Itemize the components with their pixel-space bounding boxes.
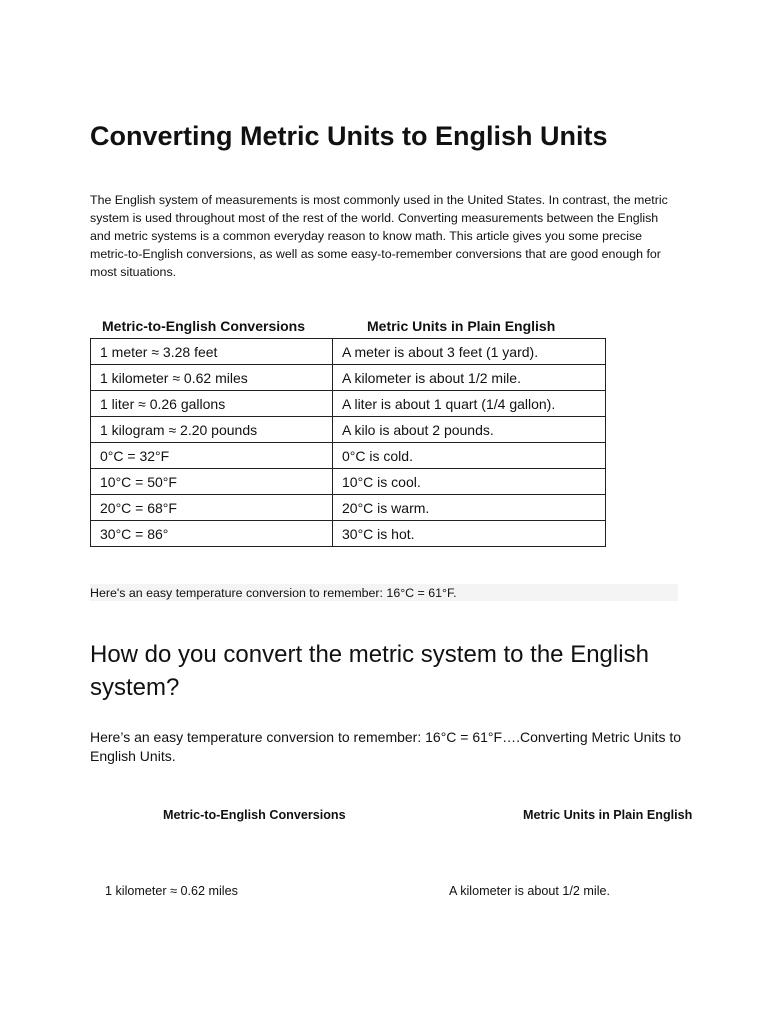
second-table-conversion-cell: 1 kilometer ≈ 0.62 miles (105, 884, 238, 898)
conversion-cell: 0°C = 32°F (91, 443, 333, 469)
table-header-conversions: Metric-to-English Conversions (102, 318, 306, 334)
plain-english-cell: 20°C is warm. (333, 495, 606, 521)
table-header-plain-english: Metric Units in Plain English (367, 318, 556, 334)
conversion-cell: 1 meter ≈ 3.28 feet (91, 339, 333, 365)
table-row (91, 469, 606, 495)
table-row (91, 417, 606, 443)
second-table-header-conversions: Metric-to-English Conversions (163, 808, 346, 822)
table-row (91, 443, 606, 469)
page-title: Converting Metric Units to English Units (90, 121, 608, 151)
table-row (91, 339, 606, 365)
conversion-cell: 1 kilogram ≈ 2.20 pounds (91, 417, 333, 443)
conversion-cell: 30°C = 86° (91, 521, 333, 547)
answer-paragraph: Here’s an easy temperature conversion to remember: 16°C = 61°F….Converting Metric Units to English Units. (90, 729, 682, 764)
intro-paragraph: The English system of measurements is most commonly used in the United States. In contrast, the metric system is used throughout most of the rest of the world. Converting measurements between the English and metric systems is a common everyday reason to know math. This article gives you some precise metric-to-English conversions, as well as some easy-to-remember conversions that are good enough for most situations. (90, 193, 668, 279)
table-row (91, 521, 606, 547)
table-row (91, 391, 606, 417)
plain-english-cell: 10°C is cool. (333, 469, 606, 495)
table-row (91, 495, 606, 521)
second-table-header-plain-english: Metric Units in Plain English (523, 808, 693, 822)
plain-english-cell: A meter is about 3 feet (1 yard). (333, 339, 606, 365)
conversion-cell: 1 kilometer ≈ 0.62 miles (91, 365, 333, 391)
conversion-table (90, 338, 606, 547)
plain-english-cell: 0°C is cold. (333, 443, 606, 469)
plain-english-cell: A liter is about 1 quart (1/4 gallon). (333, 391, 606, 417)
conversion-cell: 20°C = 68°F (91, 495, 333, 521)
plain-english-cell: A kilometer is about 1/2 mile. (333, 365, 606, 391)
second-table-plain-english-cell: A kilometer is about 1/2 mile. (449, 884, 610, 898)
conversion-cell: 10°C = 50°F (91, 469, 333, 495)
plain-english-cell: A kilo is about 2 pounds. (333, 417, 606, 443)
temperature-note: Here's an easy temperature conversion to remember: 16°C = 61°F. (90, 586, 457, 600)
table-row (91, 365, 606, 391)
conversion-cell: 1 liter ≈ 0.26 gallons (91, 391, 333, 417)
plain-english-cell: 30°C is hot. (333, 521, 606, 547)
question-heading: How do you convert the metric system to the English system? (90, 641, 649, 701)
